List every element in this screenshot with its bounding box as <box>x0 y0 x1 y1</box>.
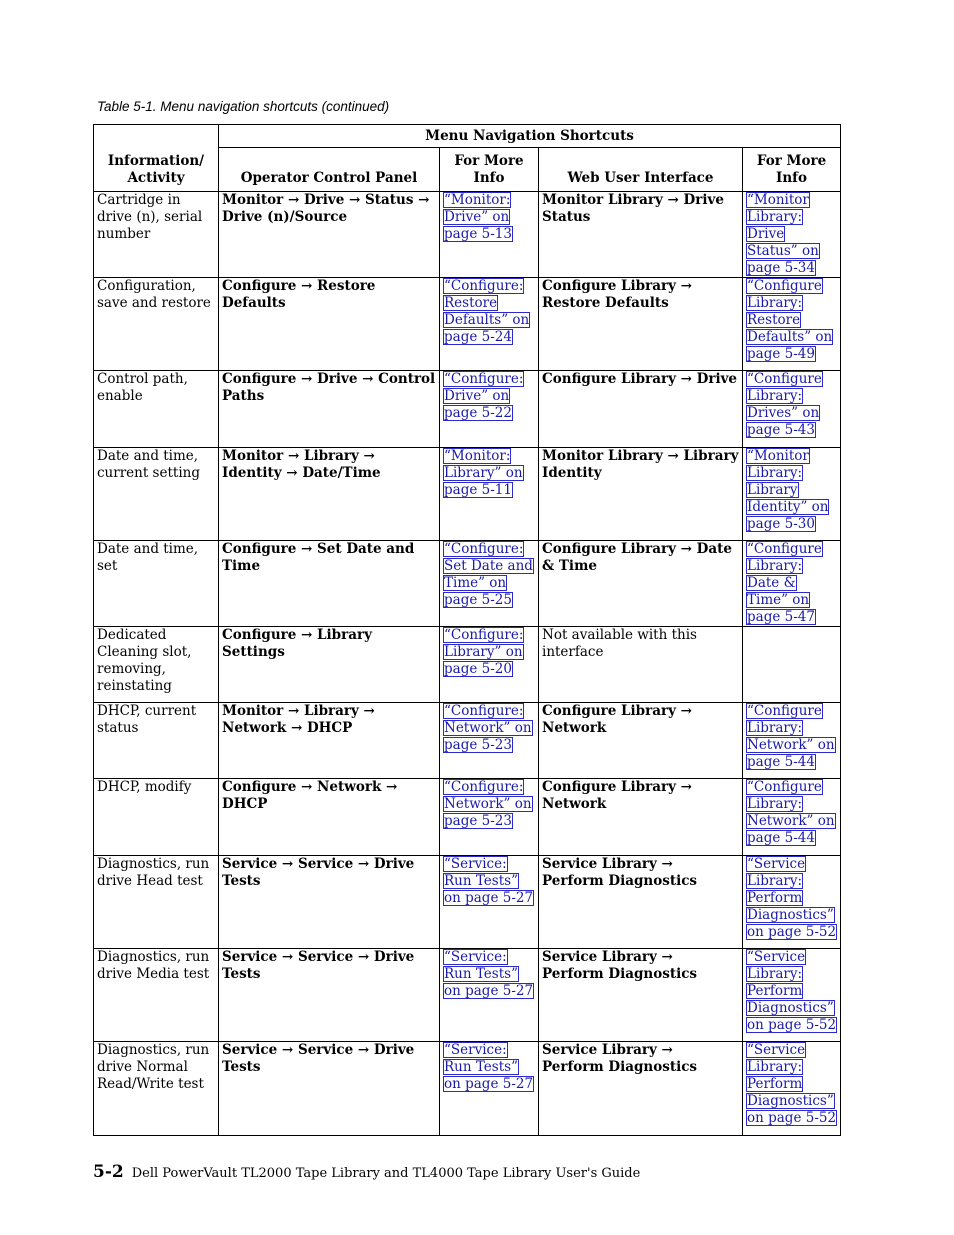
ocp-more-info-link[interactable]: “Monitor: Library” on page 5-11 <box>444 448 523 498</box>
operator-control-panel-text: Configure → Drive → Control Paths <box>222 371 436 404</box>
ocp-more-info-link[interactable]: “Configure: Network” on page 5-23 <box>444 703 532 753</box>
ocp-more-info-cell <box>440 278 539 371</box>
table-row <box>94 192 841 278</box>
ocp-more-info-cell <box>440 192 539 278</box>
web-user-interface-text: Configure Library → Network <box>542 779 692 812</box>
page-number: 5-2 <box>93 1162 124 1182</box>
web-more-info-cell <box>743 192 841 278</box>
information-activity-cell <box>94 1042 219 1136</box>
information-activity-text: Diagnostics, run drive Media test <box>97 949 210 982</box>
information-activity-cell <box>94 779 219 856</box>
web-user-interface-text: Service Library → Perform Diagnostics <box>542 856 698 889</box>
operator-control-panel-text: Configure → Set Date and Time <box>222 541 415 574</box>
ocp-more-info-link[interactable]: “Configure: Library” on page 5-20 <box>444 627 524 677</box>
web-more-info-cell <box>743 627 841 703</box>
information-activity-cell <box>94 856 219 949</box>
web-user-interface-cell <box>539 1042 743 1136</box>
web-more-info-cell <box>743 541 841 627</box>
web-user-interface-cell <box>539 541 743 627</box>
table-row <box>94 703 841 779</box>
information-activity-cell <box>94 627 219 703</box>
web-user-interface-cell <box>539 192 743 278</box>
operator-control-panel-text: Monitor → Drive → Status → Drive (n)/Source <box>222 192 430 225</box>
header-for-more-info: For More Info <box>440 148 539 192</box>
information-activity-cell <box>94 371 219 448</box>
ocp-more-info-link[interactable]: “Configure: Network” on page 5-23 <box>444 779 532 829</box>
document-title: Dell PowerVault TL2000 Tape Library and TL4000 Tape Library User's Guide <box>131 1166 641 1181</box>
ocp-more-info-link[interactable]: “Configure: Set Date and Time” on page 5-25 <box>444 541 533 608</box>
operator-control-panel-text: Configure → Library Settings <box>222 627 372 660</box>
web-more-info-cell <box>743 1042 841 1136</box>
web-user-interface-text: Not available with this interface <box>542 627 697 660</box>
information-activity-cell <box>94 448 219 541</box>
information-activity-cell <box>94 278 219 371</box>
web-user-interface-text: Service Library → Perform Diagnostics <box>542 1042 698 1075</box>
table-row <box>94 448 841 541</box>
information-activity-text: Cartridge in drive (n), serial number <box>97 192 203 242</box>
operator-control-panel-text: Configure → Restore Defaults <box>222 278 376 311</box>
web-more-info-link[interactable]: “Service Library: Perform Diagnostics” on page 5-52 <box>747 1042 837 1126</box>
web-user-interface-text: Configure Library → Date & Time <box>542 541 732 574</box>
operator-control-panel-cell <box>219 192 440 278</box>
web-more-info-link[interactable]: “Configure Library: Network” on page 5-44 <box>747 703 835 770</box>
web-user-interface-text: Configure Library → Restore Defaults <box>542 278 692 311</box>
operator-control-panel-cell <box>219 856 440 949</box>
web-user-interface-text: Configure Library → Drive <box>542 371 738 387</box>
operator-control-panel-cell <box>219 627 440 703</box>
operator-control-panel-cell <box>219 1042 440 1136</box>
header-menu-navigation-shortcuts: Menu Navigation Shortcuts <box>219 125 841 148</box>
information-activity-cell <box>94 949 219 1042</box>
web-user-interface-cell <box>539 856 743 949</box>
information-activity-cell <box>94 192 219 278</box>
web-more-info-link[interactable]: “Configure Library: Restore Defaults” on page 5-49 <box>747 278 833 362</box>
information-activity-text: Diagnostics, run drive Head test <box>97 856 210 889</box>
web-user-interface-text: Configure Library → Network <box>542 703 692 736</box>
web-user-interface-cell <box>539 278 743 371</box>
ocp-more-info-cell <box>440 1042 539 1136</box>
operator-control-panel-text: Monitor → Library → Network → DHCP <box>222 703 375 736</box>
ocp-more-info-link[interactable]: “Monitor: Drive” on page 5-13 <box>444 192 512 242</box>
information-activity-cell <box>94 703 219 779</box>
web-more-info-link[interactable]: “Configure Library: Network” on page 5-44 <box>747 779 835 846</box>
web-more-info-link[interactable]: “Monitor Library: Library Identity” on page 5-30 <box>747 448 829 532</box>
web-user-interface-text: Service Library → Perform Diagnostics <box>542 949 698 982</box>
web-user-interface-cell <box>539 949 743 1042</box>
web-more-info-link[interactable]: “Configure Library: Date & Time” on page 5-47 <box>747 541 822 625</box>
operator-control-panel-text: Configure → Network → DHCP <box>222 779 398 812</box>
information-activity-cell <box>94 541 219 627</box>
menu-navigation-table <box>93 124 841 1136</box>
ocp-more-info-cell <box>440 448 539 541</box>
operator-control-panel-text: Service → Service → Drive Tests <box>222 856 415 889</box>
ocp-more-info-cell <box>440 856 539 949</box>
web-more-info-link[interactable]: “Service Library: Perform Diagnostics” on page 5-52 <box>747 856 837 940</box>
web-user-interface-cell <box>539 371 743 448</box>
web-more-info-cell <box>743 779 841 856</box>
operator-control-panel-text: Monitor → Library → Identity → Date/Time <box>222 448 381 481</box>
web-user-interface-text: Monitor Library → Library Identity <box>542 448 739 481</box>
web-more-info-cell <box>743 856 841 949</box>
operator-control-panel-text: Service → Service → Drive Tests <box>222 949 415 982</box>
information-activity-text: Dedicated Cleaning slot, removing, reinstating <box>97 627 192 694</box>
web-more-info-cell <box>743 278 841 371</box>
web-more-info-link[interactable]: “Monitor Library: Drive Status” on page 5-34 <box>747 192 819 276</box>
information-activity-text: Configuration, save and restore <box>97 278 211 311</box>
table-row <box>94 278 841 371</box>
operator-control-panel-cell <box>219 448 440 541</box>
web-user-interface-cell <box>539 448 743 541</box>
table-row <box>94 949 841 1042</box>
table-caption: Table 5-1. Menu navigation shortcuts (continued) <box>97 99 390 114</box>
header-for-more-info: For More Info <box>743 148 841 192</box>
web-more-info-link[interactable]: “Configure Library: Drives” on page 5-43 <box>747 371 822 438</box>
ocp-more-info-link[interactable]: “Configure: Restore Defaults” on page 5-24 <box>444 278 530 345</box>
ocp-more-info-link[interactable]: “Service: Run Tests” on page 5-27 <box>444 1042 534 1092</box>
header-operator-control-panel: Operator Control Panel <box>219 148 440 192</box>
operator-control-panel-cell <box>219 541 440 627</box>
operator-control-panel-cell <box>219 703 440 779</box>
ocp-more-info-cell <box>440 703 539 779</box>
ocp-more-info-link[interactable]: “Configure: Drive” on page 5-22 <box>444 371 524 421</box>
page-footer <box>93 1162 640 1182</box>
information-activity-text: DHCP, modify <box>97 779 192 795</box>
ocp-more-info-cell <box>440 779 539 856</box>
table-row <box>94 371 841 448</box>
ocp-more-info-cell <box>440 949 539 1042</box>
information-activity-text: Diagnostics, run drive Normal Read/Write test <box>97 1042 210 1092</box>
ocp-more-info-cell <box>440 541 539 627</box>
operator-control-panel-text: Service → Service → Drive Tests <box>222 1042 415 1075</box>
web-more-info-cell <box>743 703 841 779</box>
header-web-user-interface: Web User Interface <box>539 148 743 192</box>
web-user-interface-cell <box>539 627 743 703</box>
web-user-interface-cell <box>539 703 743 779</box>
ocp-more-info-cell <box>440 371 539 448</box>
operator-control-panel-cell <box>219 278 440 371</box>
information-activity-text: Date and time, current setting <box>97 448 200 481</box>
table-row <box>94 1042 841 1136</box>
web-user-interface-text: Monitor Library → Drive Status <box>542 192 724 225</box>
table-row <box>94 627 841 703</box>
web-more-info-cell <box>743 448 841 541</box>
web-more-info-link[interactable]: “Service Library: Perform Diagnostics” on page 5-52 <box>747 949 837 1033</box>
web-more-info-cell <box>743 949 841 1042</box>
information-activity-text: Control path, enable <box>97 371 188 404</box>
ocp-more-info-link[interactable]: “Service: Run Tests” on page 5-27 <box>444 856 534 906</box>
header-information-activity: Information/ Activity <box>94 125 219 192</box>
operator-control-panel-cell <box>219 949 440 1042</box>
table-row <box>94 856 841 949</box>
operator-control-panel-cell <box>219 371 440 448</box>
information-activity-text: Date and time, set <box>97 541 199 574</box>
table-row <box>94 779 841 856</box>
web-more-info-cell <box>743 371 841 448</box>
operator-control-panel-cell <box>219 779 440 856</box>
information-activity-text: DHCP, current status <box>97 703 197 736</box>
table-row <box>94 541 841 627</box>
ocp-more-info-link[interactable]: “Service: Run Tests” on page 5-27 <box>444 949 534 999</box>
web-user-interface-cell <box>539 779 743 856</box>
ocp-more-info-cell <box>440 627 539 703</box>
